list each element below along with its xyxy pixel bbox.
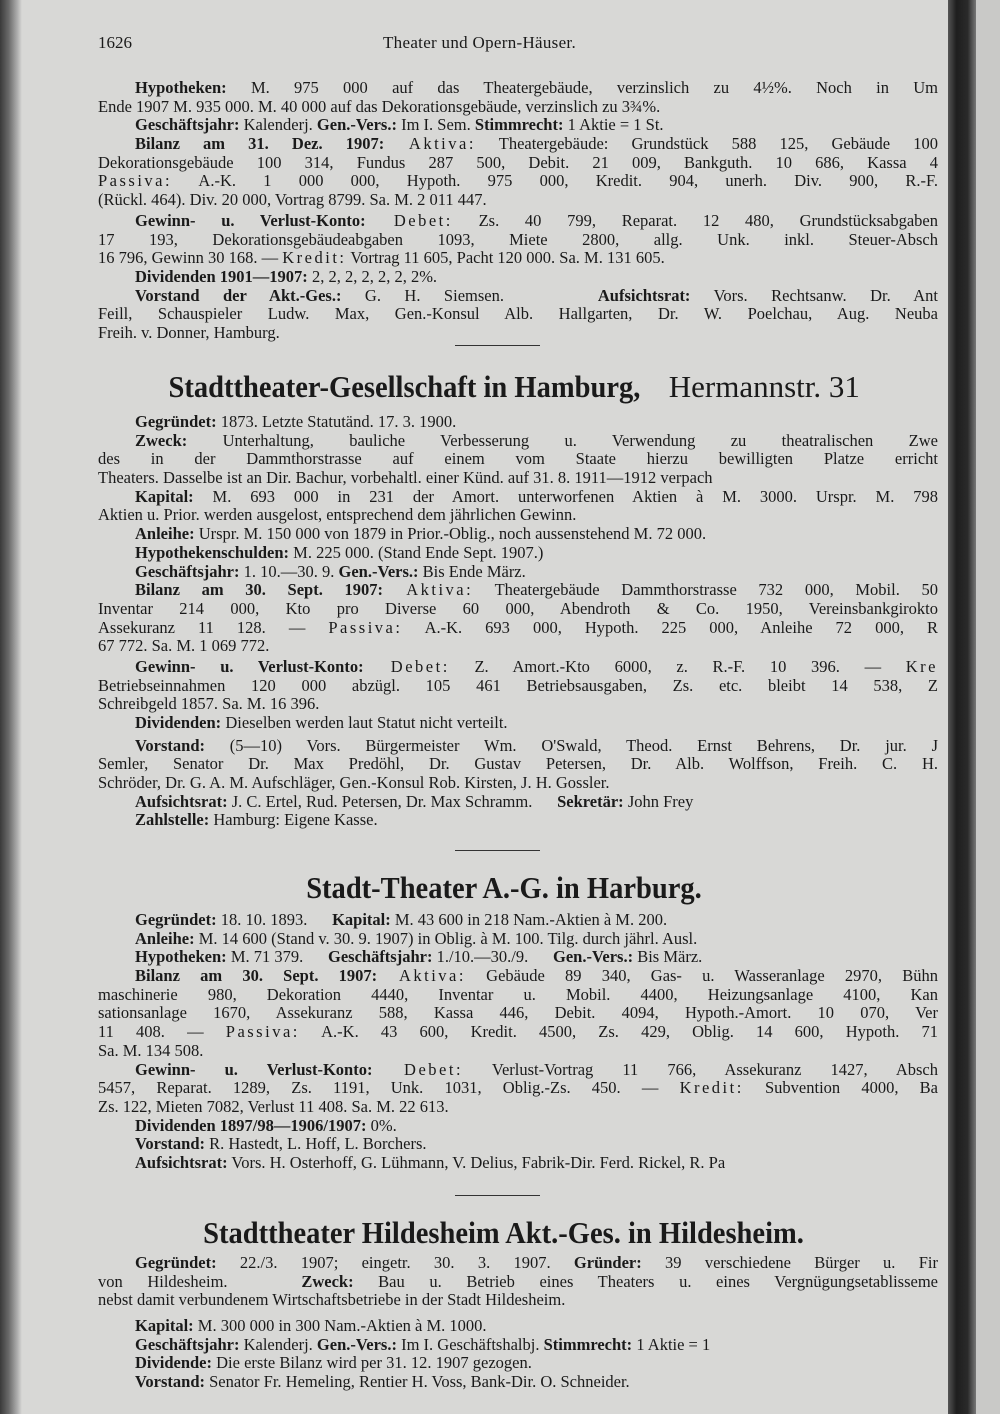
field-label: Sekretär: bbox=[557, 792, 624, 811]
text-line bbox=[98, 1291, 938, 1310]
field-text: M. 71 379. bbox=[226, 948, 328, 967]
company-heading-harburg bbox=[98, 870, 910, 906]
field-text: Verlust-Vortrag 11 766, Assekuranz 1427, Absch bbox=[463, 1060, 938, 1079]
running-head: Theater und Opern-Häuser. bbox=[383, 33, 577, 52]
field-text: Bis Ende März. bbox=[418, 562, 526, 581]
text-line bbox=[98, 79, 938, 98]
field-text: 17 193, Dekorationsgebäudeabgaben 1093, Miete 2800, allg. Unk. inkl. Steuer-Absch bbox=[98, 230, 938, 249]
field-text: 1873. Letzte Statutänd. 17. 3. 1900. bbox=[216, 413, 457, 431]
field-text: 1 Aktie = 1 St. bbox=[563, 116, 664, 135]
field-text: 1 Aktie = 1 bbox=[632, 1335, 711, 1354]
field-label: Dividende: bbox=[135, 1354, 213, 1373]
field-label: Gegründet: bbox=[135, 1254, 217, 1272]
text-line bbox=[98, 1354, 938, 1373]
field-label: Gründer: bbox=[573, 1254, 642, 1272]
field-text: A.-K. 43 600, Kredit. 4500, Zs. 429, Oblig. 14 600, Hypoth. 71 bbox=[299, 1023, 938, 1042]
field-text: 18. 10. 1893. bbox=[216, 911, 333, 929]
page-number: 1626 bbox=[98, 33, 132, 52]
field-text: Kalenderj. bbox=[239, 1335, 317, 1354]
field-text: 39 verschiedene Bürger u. Fir bbox=[641, 1254, 938, 1272]
field-text: 16 796, Gewinn 30 168. — bbox=[98, 249, 283, 268]
field-text: Im I. Sem. bbox=[396, 116, 475, 135]
field-text: Assekuranz 11 128. — bbox=[98, 618, 329, 637]
entry-paragraph bbox=[98, 1154, 938, 1173]
field-label: Kapital: bbox=[135, 1317, 194, 1336]
text-line bbox=[98, 544, 938, 563]
field-text: 2, 2, 2, 2, 2, 2, 2%. bbox=[307, 267, 438, 286]
text-line bbox=[98, 563, 938, 582]
field-text: Aktien u. Prior. werden ausgelost, entsprechend dem jährlichen Gewinn. bbox=[98, 506, 577, 525]
entry-paragraph bbox=[98, 911, 938, 930]
field-text: Vors. Rechtsanw. Dr. Ant bbox=[690, 286, 938, 305]
text-line bbox=[98, 581, 938, 600]
field-text: Im I. Geschäftshalbj. bbox=[396, 1335, 544, 1354]
field-text: Zs. 40 799, Reparat. 12 480, Grundstücksabgaben bbox=[452, 211, 938, 230]
field-text: 11 408. — bbox=[98, 1023, 226, 1042]
spaced-label: Passiva: bbox=[225, 1023, 300, 1042]
field-text: Inventar 214 000, Kto pro Diverse 60 000, Abendroth & Co. 1950, Vereinsbankgirokto bbox=[98, 599, 938, 618]
field-label: Anleihe: bbox=[135, 929, 195, 948]
entry-stadttheater-harburg bbox=[98, 911, 938, 1173]
entry-stadttheater-hildesheim bbox=[98, 1254, 938, 1392]
field-text: Kalenderj. bbox=[239, 116, 317, 135]
text-line bbox=[98, 1336, 938, 1355]
field-label: Vorstand: bbox=[135, 1135, 205, 1154]
spaced-label: Passiva: bbox=[98, 172, 173, 191]
field-label: Aufsichtsrat: bbox=[135, 1153, 228, 1172]
text-line bbox=[98, 450, 938, 469]
text-line bbox=[98, 268, 938, 287]
text-line bbox=[98, 811, 938, 830]
field-text: maschinerie 980, Dekoration 4440, Inventar u. Mobil. 4400, Heizungsanlage 4100, Kan bbox=[98, 985, 938, 1004]
text-line bbox=[98, 1317, 938, 1336]
field-text: M. 693 000 in 231 der Amort. unterworfenen Aktien à M. 3000. Urspr. M. 798 bbox=[193, 487, 938, 506]
field-label: Vorstand der Akt.-Ges.: bbox=[135, 286, 342, 305]
scan-left-edge bbox=[0, 0, 22, 1414]
text-line bbox=[98, 600, 938, 619]
spaced-label: Aktiva: bbox=[384, 135, 476, 154]
field-text: Theatergebäude Dammthorstrasse 732 000, Mobil. 50 bbox=[473, 581, 938, 600]
field-text: Hamburg: Eigene Kasse. bbox=[209, 811, 378, 830]
text-line bbox=[98, 714, 938, 733]
entry-paragraph bbox=[98, 658, 938, 714]
text-line bbox=[98, 135, 938, 154]
spaced-label: Debet: bbox=[372, 1060, 464, 1079]
heading-bold: Stadt-Theater A.-G. in Harburg. bbox=[306, 870, 702, 905]
field-label: Gen.-Vers.: bbox=[316, 1335, 397, 1354]
text-line bbox=[98, 1373, 938, 1392]
field-text: Dekorationsgebäude 100 314, Fundus 287 500, Debit. 21 009, Bankguth. 10 686, Kassa 4 bbox=[98, 153, 938, 172]
section-divider bbox=[455, 850, 540, 851]
text-line bbox=[98, 172, 938, 191]
text-line bbox=[98, 1023, 938, 1042]
text-line bbox=[98, 525, 938, 544]
entry-paragraph bbox=[98, 525, 938, 544]
text-line bbox=[98, 755, 938, 774]
text-line bbox=[98, 191, 938, 210]
field-label: Gen.-Vers.: bbox=[316, 116, 397, 135]
field-label: Anleihe: bbox=[135, 525, 195, 544]
text-line bbox=[98, 967, 938, 986]
field-label: Gewinn- u. Verlust-Konto: bbox=[135, 657, 364, 676]
field-label: Stimmrecht: bbox=[474, 116, 564, 135]
text-line bbox=[98, 1117, 938, 1136]
text-line bbox=[98, 658, 938, 677]
field-label: Zahlstelle: bbox=[135, 811, 210, 830]
entry-paragraph bbox=[98, 581, 938, 656]
spaced-label: Aktiva: bbox=[377, 967, 466, 986]
text-line bbox=[98, 1042, 938, 1061]
text-line bbox=[98, 793, 938, 812]
field-text: Feill, Schauspieler Ludw. Max, Gen.-Konsul Alb. Hallgarten, Dr. W. Poelchau, Aug. Neuba bbox=[98, 305, 938, 324]
field-text: Senator Fr. Hemeling, Rentier H. Voss, Bank-Dir. O. Schneider. bbox=[205, 1373, 630, 1392]
field-text: Bau u. Betrieb eines Theaters u. eines Vergnügungsetablisseme bbox=[353, 1272, 938, 1291]
field-text: M. 300 000 in 300 Nam.-Aktien à M. 1000. bbox=[193, 1317, 487, 1336]
text-line bbox=[98, 287, 938, 306]
field-text: M. 43 600 in 218 Nam.-Aktien à M. 200. bbox=[390, 911, 668, 929]
spaced-label: Kredit: bbox=[282, 249, 347, 268]
field-label: Zweck: bbox=[301, 1272, 354, 1291]
field-label: Geschäftsjahr: bbox=[327, 948, 433, 967]
entry-paragraph bbox=[98, 714, 938, 733]
field-label: Hypothekenschulden: bbox=[135, 543, 290, 562]
field-text: Theaters. Dasselbe ist an Dir. Bachur, vorbehaltl. einer Künd. auf 31. 8. 1911—1912 verpach bbox=[98, 469, 713, 488]
scan-binding-shadow bbox=[948, 0, 976, 1414]
field-text: 22./3. 1907; eingetr. 30. 3. 1907. bbox=[216, 1254, 574, 1272]
entry-paragraph bbox=[98, 1135, 938, 1154]
company-heading-hildesheim bbox=[98, 1215, 910, 1251]
text-line bbox=[98, 1079, 938, 1098]
text-line bbox=[98, 737, 938, 756]
text-line bbox=[98, 154, 938, 173]
entry-paragraph bbox=[98, 1061, 938, 1117]
field-label: Kapital: bbox=[135, 487, 194, 506]
field-text: 67 772. Sa. M. 1 069 772. bbox=[98, 637, 270, 656]
field-label: Hypotheken: bbox=[135, 79, 227, 97]
field-text: J. C. Ertel, Rud. Petersen, Dr. Max Schramm. bbox=[227, 792, 558, 811]
field-text: Unterhaltung, bauliche Verbesserung u. Verwendung zu theatralischen Zwe bbox=[187, 431, 938, 450]
field-text: 0%. bbox=[366, 1116, 397, 1135]
entry-paragraph bbox=[98, 930, 938, 949]
field-label: Geschäftsjahr: bbox=[135, 116, 240, 135]
page-header bbox=[98, 33, 938, 53]
spaced-label: Debet: bbox=[365, 211, 453, 230]
entry-paragraph bbox=[98, 737, 938, 793]
text-line bbox=[98, 469, 938, 488]
text-line bbox=[98, 911, 938, 930]
field-text: A.-K. 693 000, Hypoth. 225 000, Anleihe 72 000, R bbox=[402, 618, 938, 637]
text-line bbox=[98, 1004, 938, 1023]
spaced-label: Debet: bbox=[363, 657, 450, 676]
entry-paragraph bbox=[98, 1254, 938, 1310]
field-text: Vors. H. Osterhoff, G. Lühmann, V. Delius, Fabrik-Dir. Ferd. Rickel, R. Pa bbox=[227, 1153, 726, 1172]
field-label: Bilanz am 30. Sept. 1907: bbox=[135, 967, 378, 986]
field-text: M. 975 000 auf das Theatergebäude, verzinslich zu 4½%. Noch in Um bbox=[226, 79, 938, 97]
text-line bbox=[98, 506, 938, 525]
field-label: Bilanz am 31. Dez. 1907: bbox=[135, 135, 385, 154]
text-line bbox=[98, 677, 938, 696]
field-text: 5457, Reparat. 1289, Zs. 1191, Unk. 1031, Oblig.-Zs. 450. — bbox=[98, 1079, 680, 1098]
spaced-label: Kre bbox=[905, 657, 938, 676]
field-label: Aufsichtsrat: bbox=[135, 792, 228, 811]
entry-paragraph bbox=[98, 287, 938, 343]
text-line bbox=[98, 212, 938, 231]
field-label: Geschäftsjahr: bbox=[135, 562, 240, 581]
entry-paragraph bbox=[98, 563, 938, 582]
entry-paragraph bbox=[98, 116, 938, 135]
text-line bbox=[98, 324, 938, 343]
field-text: Sa. M. 134 508. bbox=[98, 1041, 204, 1060]
text-line bbox=[98, 1154, 938, 1173]
field-text: Schröder, Dr. G. A. M. Aufschläger, Gen.-Konsul Rob. Kirsten, J. H. Gossler. bbox=[98, 774, 610, 793]
text-line bbox=[98, 305, 938, 324]
text-line bbox=[98, 930, 938, 949]
field-label: Gegründet: bbox=[135, 911, 217, 929]
field-text: M. 14 600 (Stand v. 30. 9. 1907) in Oblig. à M. 100. Tilg. durch jährl. Ausl. bbox=[194, 929, 698, 948]
entry-paragraph bbox=[98, 1354, 938, 1373]
text-line bbox=[98, 774, 938, 793]
text-line bbox=[98, 619, 938, 638]
entry-stadttheater-hamburg bbox=[98, 413, 938, 830]
entry-paragraph bbox=[98, 268, 938, 287]
field-label: Vorstand: bbox=[135, 736, 205, 755]
section-divider bbox=[455, 345, 540, 346]
text-line bbox=[98, 116, 938, 135]
entry-paragraph bbox=[98, 967, 938, 1060]
text-line bbox=[98, 1098, 938, 1117]
entry-paragraph bbox=[98, 948, 938, 967]
field-text: R. Hastedt, L. Hoff, L. Borchers. bbox=[205, 1135, 427, 1154]
field-text: Bis März. bbox=[633, 948, 703, 967]
text-line bbox=[98, 1273, 938, 1292]
field-label: Dividenden: bbox=[135, 714, 222, 732]
entry-paragraph bbox=[98, 1317, 938, 1336]
text-line bbox=[98, 98, 938, 117]
text-line bbox=[98, 695, 938, 714]
text-line bbox=[98, 413, 938, 432]
spaced-label: Aktiva: bbox=[382, 581, 474, 600]
field-text: des in der Dammthorstrasse auf einem vom Staate hierzu bewilligten Platze erricht bbox=[98, 450, 938, 469]
text-line bbox=[98, 249, 938, 268]
field-text: Schreibgeld 1857. Sa. M. 16 396. bbox=[98, 695, 320, 714]
field-text: Theatergebäude: Grundstück 588 125, Gebäude 100 bbox=[475, 135, 938, 154]
field-text: Die erste Bilanz wird per 31. 12. 1907 gezogen. bbox=[212, 1354, 532, 1373]
entry-paragraph bbox=[98, 1373, 938, 1392]
heading-address: Hermannstr. 31 bbox=[661, 369, 860, 404]
text-line bbox=[98, 637, 938, 656]
field-label: Vorstand: bbox=[135, 1373, 205, 1392]
spaced-label: Kredit: bbox=[679, 1079, 744, 1098]
field-label: Dividenden 1901—1907: bbox=[135, 267, 308, 286]
text-line bbox=[98, 231, 938, 250]
entry-continued bbox=[98, 79, 938, 343]
field-text: G. H. Siemsen. bbox=[341, 286, 598, 305]
field-label: Stimmrecht: bbox=[543, 1335, 633, 1354]
entry-paragraph bbox=[98, 413, 938, 432]
field-label: Gewinn- u. Verlust-Konto: bbox=[135, 1060, 373, 1079]
entry-paragraph bbox=[98, 1336, 938, 1355]
field-text: John Frey bbox=[623, 792, 694, 811]
field-label: Gen.-Vers.: bbox=[553, 948, 634, 967]
field-label: Gewinn- u. Verlust-Konto: bbox=[135, 211, 366, 230]
entry-paragraph bbox=[98, 432, 938, 488]
entry-paragraph bbox=[98, 488, 938, 525]
field-text: Freih. v. Donner, Hamburg. bbox=[98, 323, 280, 342]
text-line bbox=[98, 1254, 938, 1273]
field-text: sationsanlage 1670, Assekuranz 588, Kassa 446, Debit. 4094, Hypoth.-Amort. 10 070, Ver bbox=[98, 1004, 938, 1023]
entry-paragraph bbox=[98, 544, 938, 563]
field-text: Betriebseinnahmen 120 000 abzügl. 105 461 Betriebsausgaben, Zs. etc. bleibt 14 538, Z bbox=[98, 676, 938, 695]
field-text: Urspr. M. 150 000 von 1879 in Prior.-Oblig., noch aussenstehend M. 72 000. bbox=[194, 525, 707, 544]
field-text: (Rückl. 464). Div. 20 000, Vortrag 8799. Sa. M. 2 011 447. bbox=[98, 191, 487, 210]
field-text: 1. 10.—30. 9. bbox=[239, 562, 339, 581]
entry-paragraph bbox=[98, 811, 938, 830]
field-text: von Hildesheim. bbox=[98, 1272, 302, 1291]
heading-bold: Stadttheater Hildesheim Akt.-Ges. in Hildesheim. bbox=[203, 1215, 805, 1250]
field-text: nebst damit verbundenem Wirtschaftsbetriebe in der Stadt Hildesheim. bbox=[98, 1291, 566, 1310]
field-text: Z. Amort.-Kto 6000, z. R.-F. 10 396. — bbox=[449, 657, 906, 676]
text-line bbox=[98, 1135, 938, 1154]
field-text: Semler, Senator Dr. Max Predöhl, Dr. Gustav Petersen, Dr. Alb. Wolffson, Freih. C. H. bbox=[98, 755, 938, 774]
field-label: Geschäftsjahr: bbox=[135, 1335, 240, 1354]
field-text: A.-K. 1 000 000, Hypoth. 975 000, Kredit. 904, unerh. Div. 900, R.-F. bbox=[172, 172, 938, 191]
field-text: Subvention 4000, Ba bbox=[743, 1079, 938, 1098]
text-line bbox=[98, 488, 938, 507]
text-line bbox=[98, 1061, 938, 1080]
field-text: Ende 1907 M. 935 000. M. 40 000 auf das Dekorationsgebäude, verzinslich zu 3¾%. bbox=[98, 97, 661, 116]
field-label: Aufsichtsrat: bbox=[597, 286, 691, 305]
field-text: Vortrag 11 605, Pacht 120 000. Sa. M. 131 605. bbox=[346, 249, 665, 268]
section-divider bbox=[455, 1195, 540, 1196]
field-text: (5—10) Vors. Bürgermeister Wm. O'Swald, Theod. Ernst Behrens, Dr. jur. J bbox=[205, 736, 938, 755]
spaced-label: Passiva: bbox=[328, 618, 403, 637]
field-label: Gen.-Vers.: bbox=[338, 562, 419, 581]
text-line bbox=[98, 986, 938, 1005]
field-text: Dieselben werden laut Statut nicht verteilt. bbox=[221, 714, 508, 732]
field-label: Zweck: bbox=[135, 431, 188, 450]
entry-paragraph bbox=[98, 1117, 938, 1136]
field-text: M. 225 000. (Stand Ende Sept. 1907.) bbox=[289, 543, 544, 562]
field-label: Gegründet: bbox=[135, 413, 217, 431]
heading-bold: Stadttheater-Gesellschaft in Hamburg, bbox=[168, 369, 641, 404]
field-text: Gebäude 89 340, Gas- u. Wasseranlage 2970, Bühn bbox=[465, 967, 938, 986]
company-heading-hamburg bbox=[98, 369, 910, 405]
entry-paragraph bbox=[98, 793, 938, 812]
text-line bbox=[98, 948, 938, 967]
field-text: 1./10.—30./9. bbox=[432, 948, 554, 967]
field-label: Hypotheken: bbox=[135, 948, 227, 967]
scan-adjacent-page bbox=[976, 0, 1000, 1414]
field-text: Zs. 122, Mieten 7082, Verlust 11 408. Sa. M. 22 613. bbox=[98, 1097, 449, 1116]
field-label: Dividenden 1897/98—1906/1907: bbox=[135, 1116, 367, 1135]
entry-paragraph bbox=[98, 212, 938, 268]
field-label: Kapital: bbox=[332, 911, 391, 929]
entry-paragraph bbox=[98, 79, 938, 116]
entry-paragraph bbox=[98, 135, 938, 210]
text-line bbox=[98, 432, 938, 451]
field-label: Bilanz am 30. Sept. 1907: bbox=[135, 581, 383, 600]
